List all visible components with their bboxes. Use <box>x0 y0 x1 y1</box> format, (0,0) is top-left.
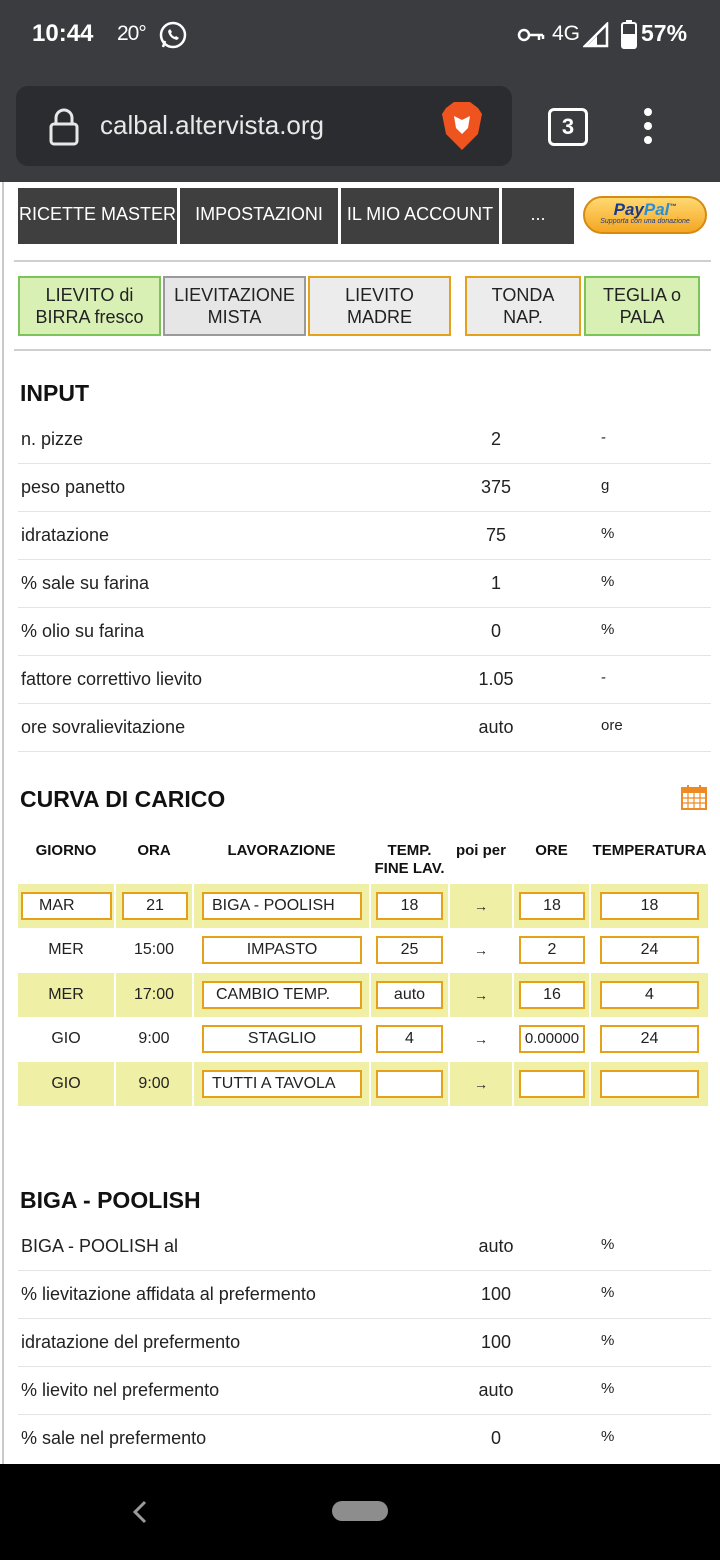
type-lievito-birra[interactable] <box>18 276 161 336</box>
type-label-line1: TONDA <box>491 285 555 305</box>
input-value[interactable]: 0 <box>490 621 501 641</box>
cell-temperatura <box>591 1062 708 1106</box>
input-row <box>18 512 711 560</box>
temp-input[interactable]: 25 <box>376 936 443 964</box>
input-label: peso panetto <box>21 477 126 497</box>
cell-ore <box>514 884 589 928</box>
cell-temperatura <box>591 884 708 928</box>
cell-temp <box>371 973 448 1017</box>
back-icon[interactable] <box>130 1496 150 1528</box>
vpn-key-icon <box>517 25 545 45</box>
ore-input[interactable]: 16 <box>519 981 585 1009</box>
biga-value[interactable]: auto <box>478 1380 514 1400</box>
type-label-line2: NAP. <box>503 307 543 327</box>
ore-input[interactable] <box>519 1070 585 1098</box>
type-label-line1: LIEVITAZIONE <box>174 285 295 305</box>
temperatura-input[interactable]: 24 <box>600 1025 699 1053</box>
biga-value[interactable]: auto <box>478 1236 514 1256</box>
cell-temperatura <box>591 973 708 1017</box>
input-label: n. pizze <box>21 429 84 449</box>
nav-more[interactable]: ... <box>502 188 574 244</box>
lavorazione-select[interactable]: STAGLIO <box>202 1025 362 1053</box>
calendar-icon[interactable] <box>681 784 707 810</box>
header-temp-fine-lav <box>371 842 448 878</box>
biga-label: % sale nel prefermento <box>21 1428 207 1448</box>
whatsapp-icon <box>158 20 188 50</box>
web-page <box>0 182 720 1464</box>
input-label: idratazione <box>21 525 110 545</box>
input-row <box>18 656 711 704</box>
temp-input[interactable]: 4 <box>376 1025 443 1053</box>
cell-lavorazione <box>194 928 369 972</box>
lavorazione-select[interactable]: CAMBIO TEMP. <box>202 981 362 1009</box>
type-label-line2: PALA <box>619 307 665 327</box>
biga-label: % lievito nel prefermento <box>21 1380 220 1400</box>
battery-percent: 57% <box>641 20 688 46</box>
cell-arrow <box>450 973 512 1017</box>
input-value[interactable]: 1 <box>490 573 501 593</box>
header-ore: ORE <box>535 842 568 859</box>
divider <box>14 349 711 351</box>
lavorazione-select[interactable]: TUTTI A TAVOLA <box>202 1070 362 1098</box>
temperatura-input[interactable]: 4 <box>600 981 699 1009</box>
lavorazione-select[interactable]: BIGA - POOLISH <box>202 892 362 920</box>
cell-temp <box>371 928 448 972</box>
input-value[interactable]: auto <box>478 717 514 737</box>
nav-ricette-master[interactable]: RICETTE MASTER <box>18 188 177 244</box>
cell-arrow <box>450 884 512 928</box>
biga-unit: % <box>601 1236 615 1253</box>
cell-giorno <box>18 884 114 928</box>
arrow-icon: → <box>474 987 488 1003</box>
cell-arrow <box>450 1017 512 1061</box>
cell-giorno: MER <box>18 973 114 1017</box>
cell-ora <box>116 884 192 928</box>
tab-switcher-button[interactable]: 3 <box>548 108 588 146</box>
page-border <box>2 182 4 1464</box>
type-teglia-pala[interactable] <box>584 276 700 336</box>
biga-unit: % <box>601 1284 615 1301</box>
type-tonda-nap[interactable] <box>465 276 581 336</box>
input-unit: g <box>601 477 610 494</box>
cell-ora: 15:00 <box>133 941 175 958</box>
type-label-line1: TEGLIA o <box>602 285 682 305</box>
cell-ora: 17:00 <box>116 973 192 1017</box>
input-unit: % <box>601 525 615 542</box>
input-unit: % <box>601 573 615 590</box>
cell-ore <box>514 928 589 972</box>
cell-temp <box>371 1062 448 1106</box>
cell-lavorazione <box>194 973 369 1017</box>
biga-value[interactable]: 100 <box>480 1332 512 1352</box>
ora-input[interactable]: 21 <box>122 892 188 920</box>
cell-arrow <box>450 928 512 972</box>
biga-value[interactable]: 0 <box>490 1428 501 1448</box>
cell-arrow <box>450 1062 512 1106</box>
table-row <box>18 1062 708 1106</box>
status-temperature: 20° <box>117 22 146 45</box>
biga-unit: % <box>601 1428 615 1445</box>
biga-label: % lievitazione affidata al prefermento <box>21 1284 316 1304</box>
ore-input[interactable]: 2 <box>519 936 585 964</box>
system-navigation-bar <box>0 1464 720 1560</box>
cell-temperatura <box>591 928 708 972</box>
cell-temp <box>371 884 448 928</box>
header-lavorazione: LAVORAZIONE <box>227 842 336 859</box>
paypal-subtitle: Supporta con una donazione <box>600 218 690 225</box>
section-title-input: INPUT <box>20 380 89 406</box>
biga-row <box>18 1271 711 1319</box>
biga-row <box>18 1367 711 1415</box>
biga-row <box>18 1319 711 1367</box>
temp-input[interactable]: auto <box>376 981 443 1009</box>
table-row <box>18 928 708 972</box>
type-label-line1: LIEVITO di <box>45 285 134 305</box>
header-temp-line2: FINE LAV. <box>374 860 445 877</box>
cell-temp <box>371 1017 448 1061</box>
type-label-line2: MISTA <box>207 307 262 327</box>
input-label: % olio su farina <box>21 621 145 641</box>
type-lievitazione-mista[interactable] <box>163 276 306 336</box>
cell-temperatura <box>591 1017 708 1061</box>
overflow-menu-icon[interactable] <box>640 108 656 148</box>
input-unit: - <box>601 429 606 446</box>
arrow-icon: → <box>474 942 488 958</box>
section-title-curva: CURVA DI CARICO <box>20 786 226 812</box>
biga-value[interactable]: 100 <box>480 1284 512 1304</box>
biga-row <box>18 1223 711 1271</box>
section-title-biga: BIGA - POOLISH <box>20 1187 201 1213</box>
signal-icon <box>583 22 609 48</box>
table-row <box>18 1017 708 1061</box>
address-bar[interactable] <box>16 86 512 166</box>
input-value[interactable]: 1.05 <box>478 669 514 689</box>
input-label: fattore correttivo lievito <box>21 669 203 689</box>
cell-lavorazione <box>194 1062 369 1106</box>
table-row <box>18 973 708 1017</box>
temperatura-input[interactable] <box>600 1070 699 1098</box>
biga-row <box>18 1415 711 1463</box>
temperatura-input[interactable]: 18 <box>600 892 699 920</box>
header-giorno: GIORNO <box>35 842 97 859</box>
status-time: 10:44 <box>32 20 94 47</box>
cell-lavorazione <box>194 884 369 928</box>
brave-shield-icon[interactable] <box>440 100 484 152</box>
input-value[interactable]: 75 <box>485 525 507 545</box>
browser-toolbar <box>0 72 720 182</box>
table-row <box>18 884 708 928</box>
cell-lavorazione <box>194 1017 369 1061</box>
biga-label: idratazione del prefermento <box>21 1332 241 1352</box>
paypal-logo: PayPal™ <box>613 200 677 219</box>
lavorazione-select[interactable]: IMPASTO <box>202 936 362 964</box>
ore-input[interactable]: 0.00000 <box>519 1025 585 1053</box>
temp-input[interactable]: 18 <box>376 892 443 920</box>
input-unit: - <box>601 669 606 686</box>
type-label-line1: LIEVITO <box>345 285 414 305</box>
ore-input[interactable]: 18 <box>519 892 585 920</box>
nav-impostazioni[interactable]: IMPOSTAZIONI <box>180 188 338 244</box>
biga-label: BIGA - POOLISH al <box>21 1236 179 1256</box>
input-row <box>18 608 711 656</box>
input-label: ore sovralievitazione <box>21 717 186 737</box>
divider <box>14 260 711 262</box>
temp-input[interactable] <box>376 1070 443 1098</box>
biga-unit: % <box>601 1332 615 1349</box>
type-label-line2: MADRE <box>346 307 412 327</box>
input-row <box>18 464 711 512</box>
input-row <box>18 704 711 752</box>
input-value[interactable]: 2 <box>490 429 501 449</box>
arrow-icon: → <box>474 1076 488 1092</box>
arrow-icon: → <box>474 1031 488 1047</box>
giorno-input[interactable]: MAR <box>21 892 112 920</box>
paypal-donate-button[interactable] <box>583 196 707 234</box>
network-type: 4G <box>552 22 581 45</box>
type-lievito-madre[interactable] <box>308 276 451 336</box>
battery-icon <box>621 20 637 49</box>
cell-giorno: MER <box>48 941 84 958</box>
type-label-line2: BIRRA fresco <box>35 307 144 327</box>
cell-giorno: GIO <box>18 1062 114 1106</box>
lock-icon <box>48 106 80 146</box>
status-bar <box>0 0 720 72</box>
header-temp-line1: TEMP. <box>387 842 432 859</box>
cell-ore <box>514 1017 589 1061</box>
input-row <box>18 416 711 464</box>
input-label: % sale su farina <box>21 573 150 593</box>
biga-unit: % <box>601 1380 615 1397</box>
temperatura-input[interactable]: 24 <box>600 936 699 964</box>
header-temperatura: TEMPERATURA <box>592 842 707 859</box>
cell-ore <box>514 973 589 1017</box>
cell-ore <box>514 1062 589 1106</box>
arrow-icon: → <box>474 898 488 914</box>
input-unit: ore <box>601 717 623 734</box>
cell-giorno: GIO <box>51 1030 81 1047</box>
home-pill[interactable] <box>332 1501 388 1521</box>
nav-mio-account[interactable]: IL MIO ACCOUNT <box>341 188 499 244</box>
header-poi-per: poi per <box>455 842 506 859</box>
input-unit: % <box>601 621 615 638</box>
header-ora: ORA <box>137 842 171 859</box>
url-text[interactable]: calbal.altervista.org <box>100 110 324 140</box>
input-row <box>18 560 711 608</box>
input-value[interactable]: 375 <box>480 477 512 497</box>
cell-ora: 9:00 <box>116 1062 192 1106</box>
cell-ora: 9:00 <box>138 1030 170 1047</box>
